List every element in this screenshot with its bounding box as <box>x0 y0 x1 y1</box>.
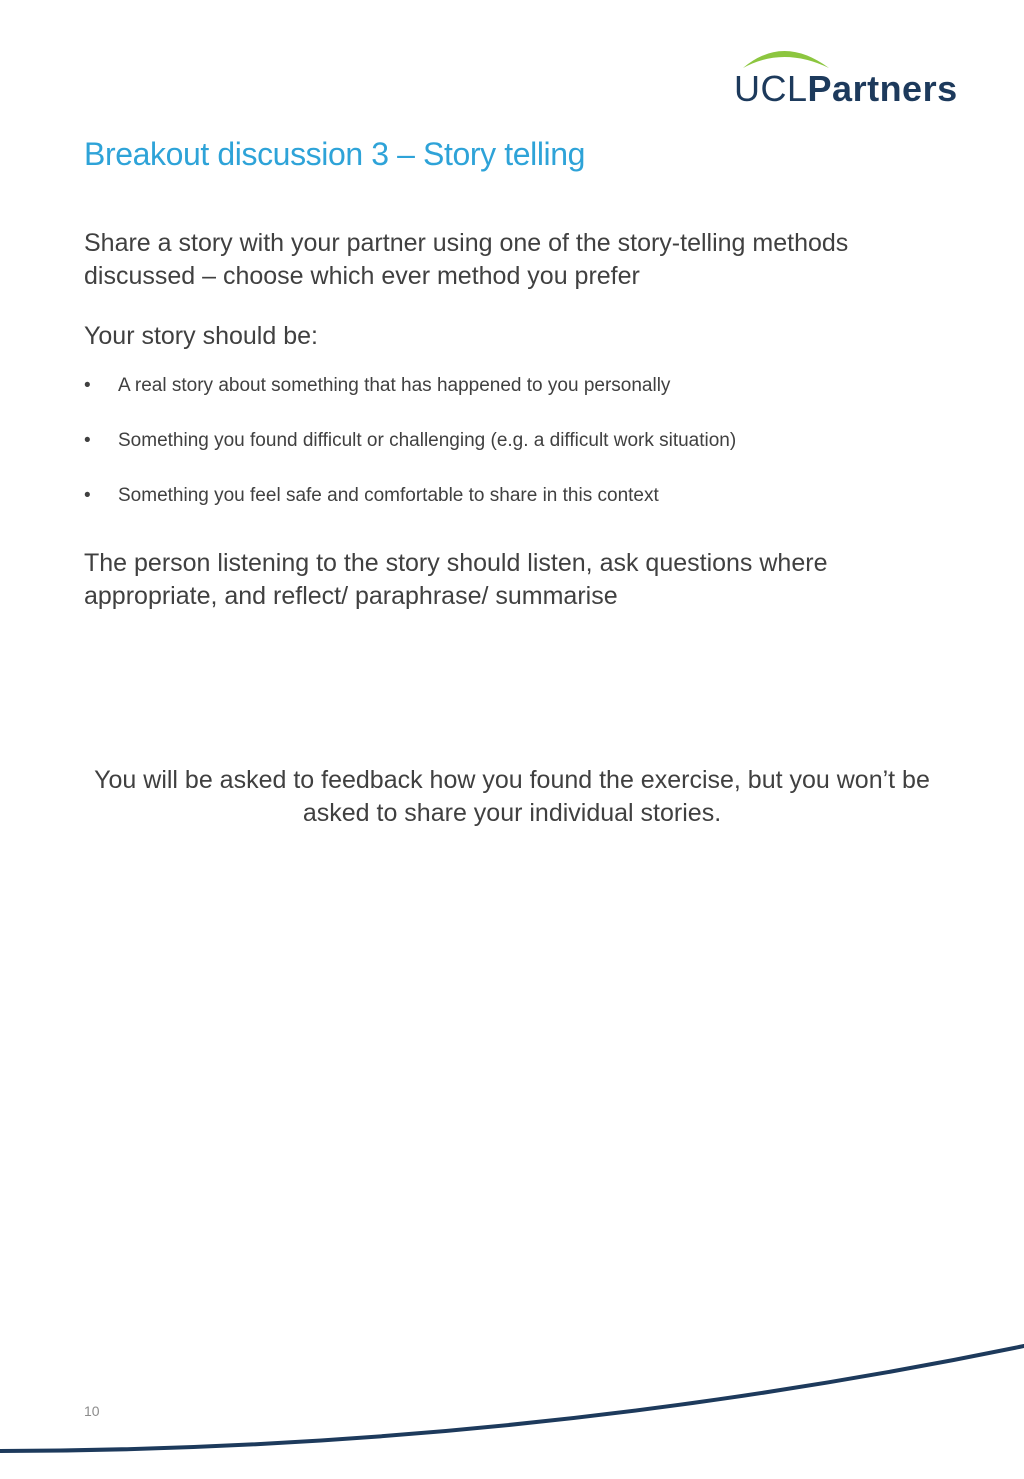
listener-instructions: The person listening to the story should listen, ask questions where appropriate, and reflect/ paraphrase/ summarise <box>84 549 828 610</box>
story-requirements-heading: Your story should be: <box>84 322 318 350</box>
bullet-icon: • <box>84 430 91 451</box>
intro-paragraph: Share a story with your partner using one of the story-telling methods discussed – choose which ever method you prefer <box>84 229 849 290</box>
logo-ucl: UCL <box>734 68 808 109</box>
list-item <box>84 482 964 510</box>
list-item-text: A real story about something that has happened to you personally <box>118 375 671 396</box>
uclpartners-logo <box>733 40 973 110</box>
page-number: 10 <box>84 1403 100 1419</box>
page-title: Breakout discussion 3 – Story telling <box>84 136 586 172</box>
bullet-icon: • <box>84 375 91 396</box>
logo-partners: Partners <box>807 68 958 109</box>
list-item-text: Something you feel safe and comfortable to share in this context <box>118 485 659 506</box>
bullet-icon: • <box>84 485 91 506</box>
footer-swoosh-icon <box>0 1330 1024 1479</box>
list-item <box>84 372 964 400</box>
list-item-text: Something you found difficult or challenging (e.g. a difficult work situation) <box>118 430 737 451</box>
list-item <box>84 427 964 455</box>
story-requirements-list <box>84 372 964 537</box>
logo-wordmark <box>734 68 958 110</box>
feedback-note: You will be asked to feedback how you found the exercise, but you won’t be asked to share your individual stories. <box>94 766 930 827</box>
